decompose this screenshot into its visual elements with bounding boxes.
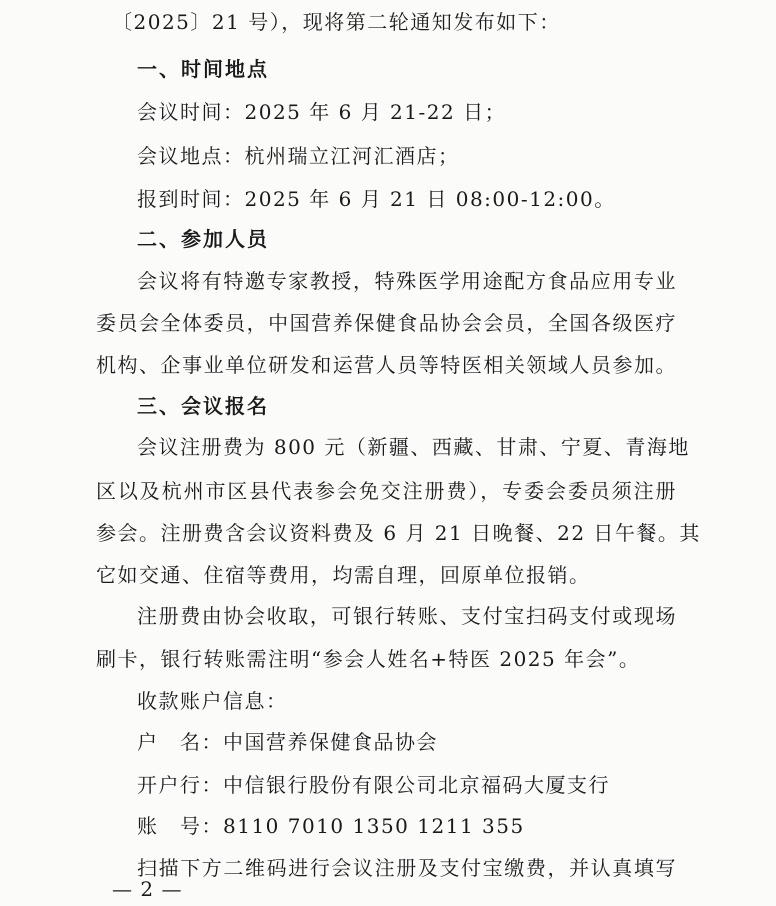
text-line-fee-1: 会议注册费为 800 元（新疆、西藏、甘肃、宁夏、青海地 <box>137 435 690 459</box>
text-line-checkin-time: 报到时间：2025 年 6 月 21 日 08:00-12:00。 <box>137 187 616 211</box>
text-line-participants-2: 委员会全体委员，中国营养保健食品协会会员，全国各级医疗 <box>96 311 677 335</box>
text-line-fee-3: 参会。注册费含会议资料费及 6 月 21 日晚餐、22 日午餐。其 <box>96 521 701 545</box>
text-line-participants-1: 会议将有特邀专家教授，特殊医学用途配方食品应用专业 <box>137 269 677 293</box>
section-heading-time-location: 一、时间地点 <box>137 57 269 81</box>
text-line-fee-2: 区以及杭州市区县代表参会免交注册费），专委会委员须注册 <box>96 479 677 503</box>
text-line-qr-instruction: 扫描下方二维码进行会议注册及支付宝缴费，并认真填写 <box>137 856 677 880</box>
text-line-meeting-time: 会议时间：2025 年 6 月 21-22 日； <box>137 100 507 124</box>
section-heading-registration: 三、会议报名 <box>137 394 269 418</box>
text-line-payment-2: 刷卡，银行转账需注明“参会人姓名+特医 2025 年会”。 <box>96 647 641 671</box>
text-line-account-info: 收款账户信息： <box>137 689 288 713</box>
page-number: — 2 — <box>112 877 183 901</box>
section-heading-participants: 二、参加人员 <box>137 227 269 251</box>
text-line-payment-1: 注册费由协会收取，可银行转账、支付宝扫码支付或现场 <box>137 604 677 628</box>
text-line-account-number: 账 号：8110 7010 1350 1211 355 <box>137 814 525 838</box>
text-line-fee-4: 它如交通、住宿等费用，均需自理，回原单位报销。 <box>96 563 591 587</box>
text-line-participants-3: 机构、企事业单位研发和运营人员等特医相关领域人员参加。 <box>96 353 677 377</box>
text-line-bank-branch: 开户行：中信银行股份有限公司北京福码大厦支行 <box>137 773 610 797</box>
text-line-account-name: 户 名：中国营养保健食品协会 <box>137 730 438 754</box>
text-line-intro: 〔2025〕21 号），现将第二轮通知发布如下： <box>112 10 561 34</box>
text-line-meeting-venue: 会议地点：杭州瑞立江河汇酒店； <box>137 144 460 168</box>
